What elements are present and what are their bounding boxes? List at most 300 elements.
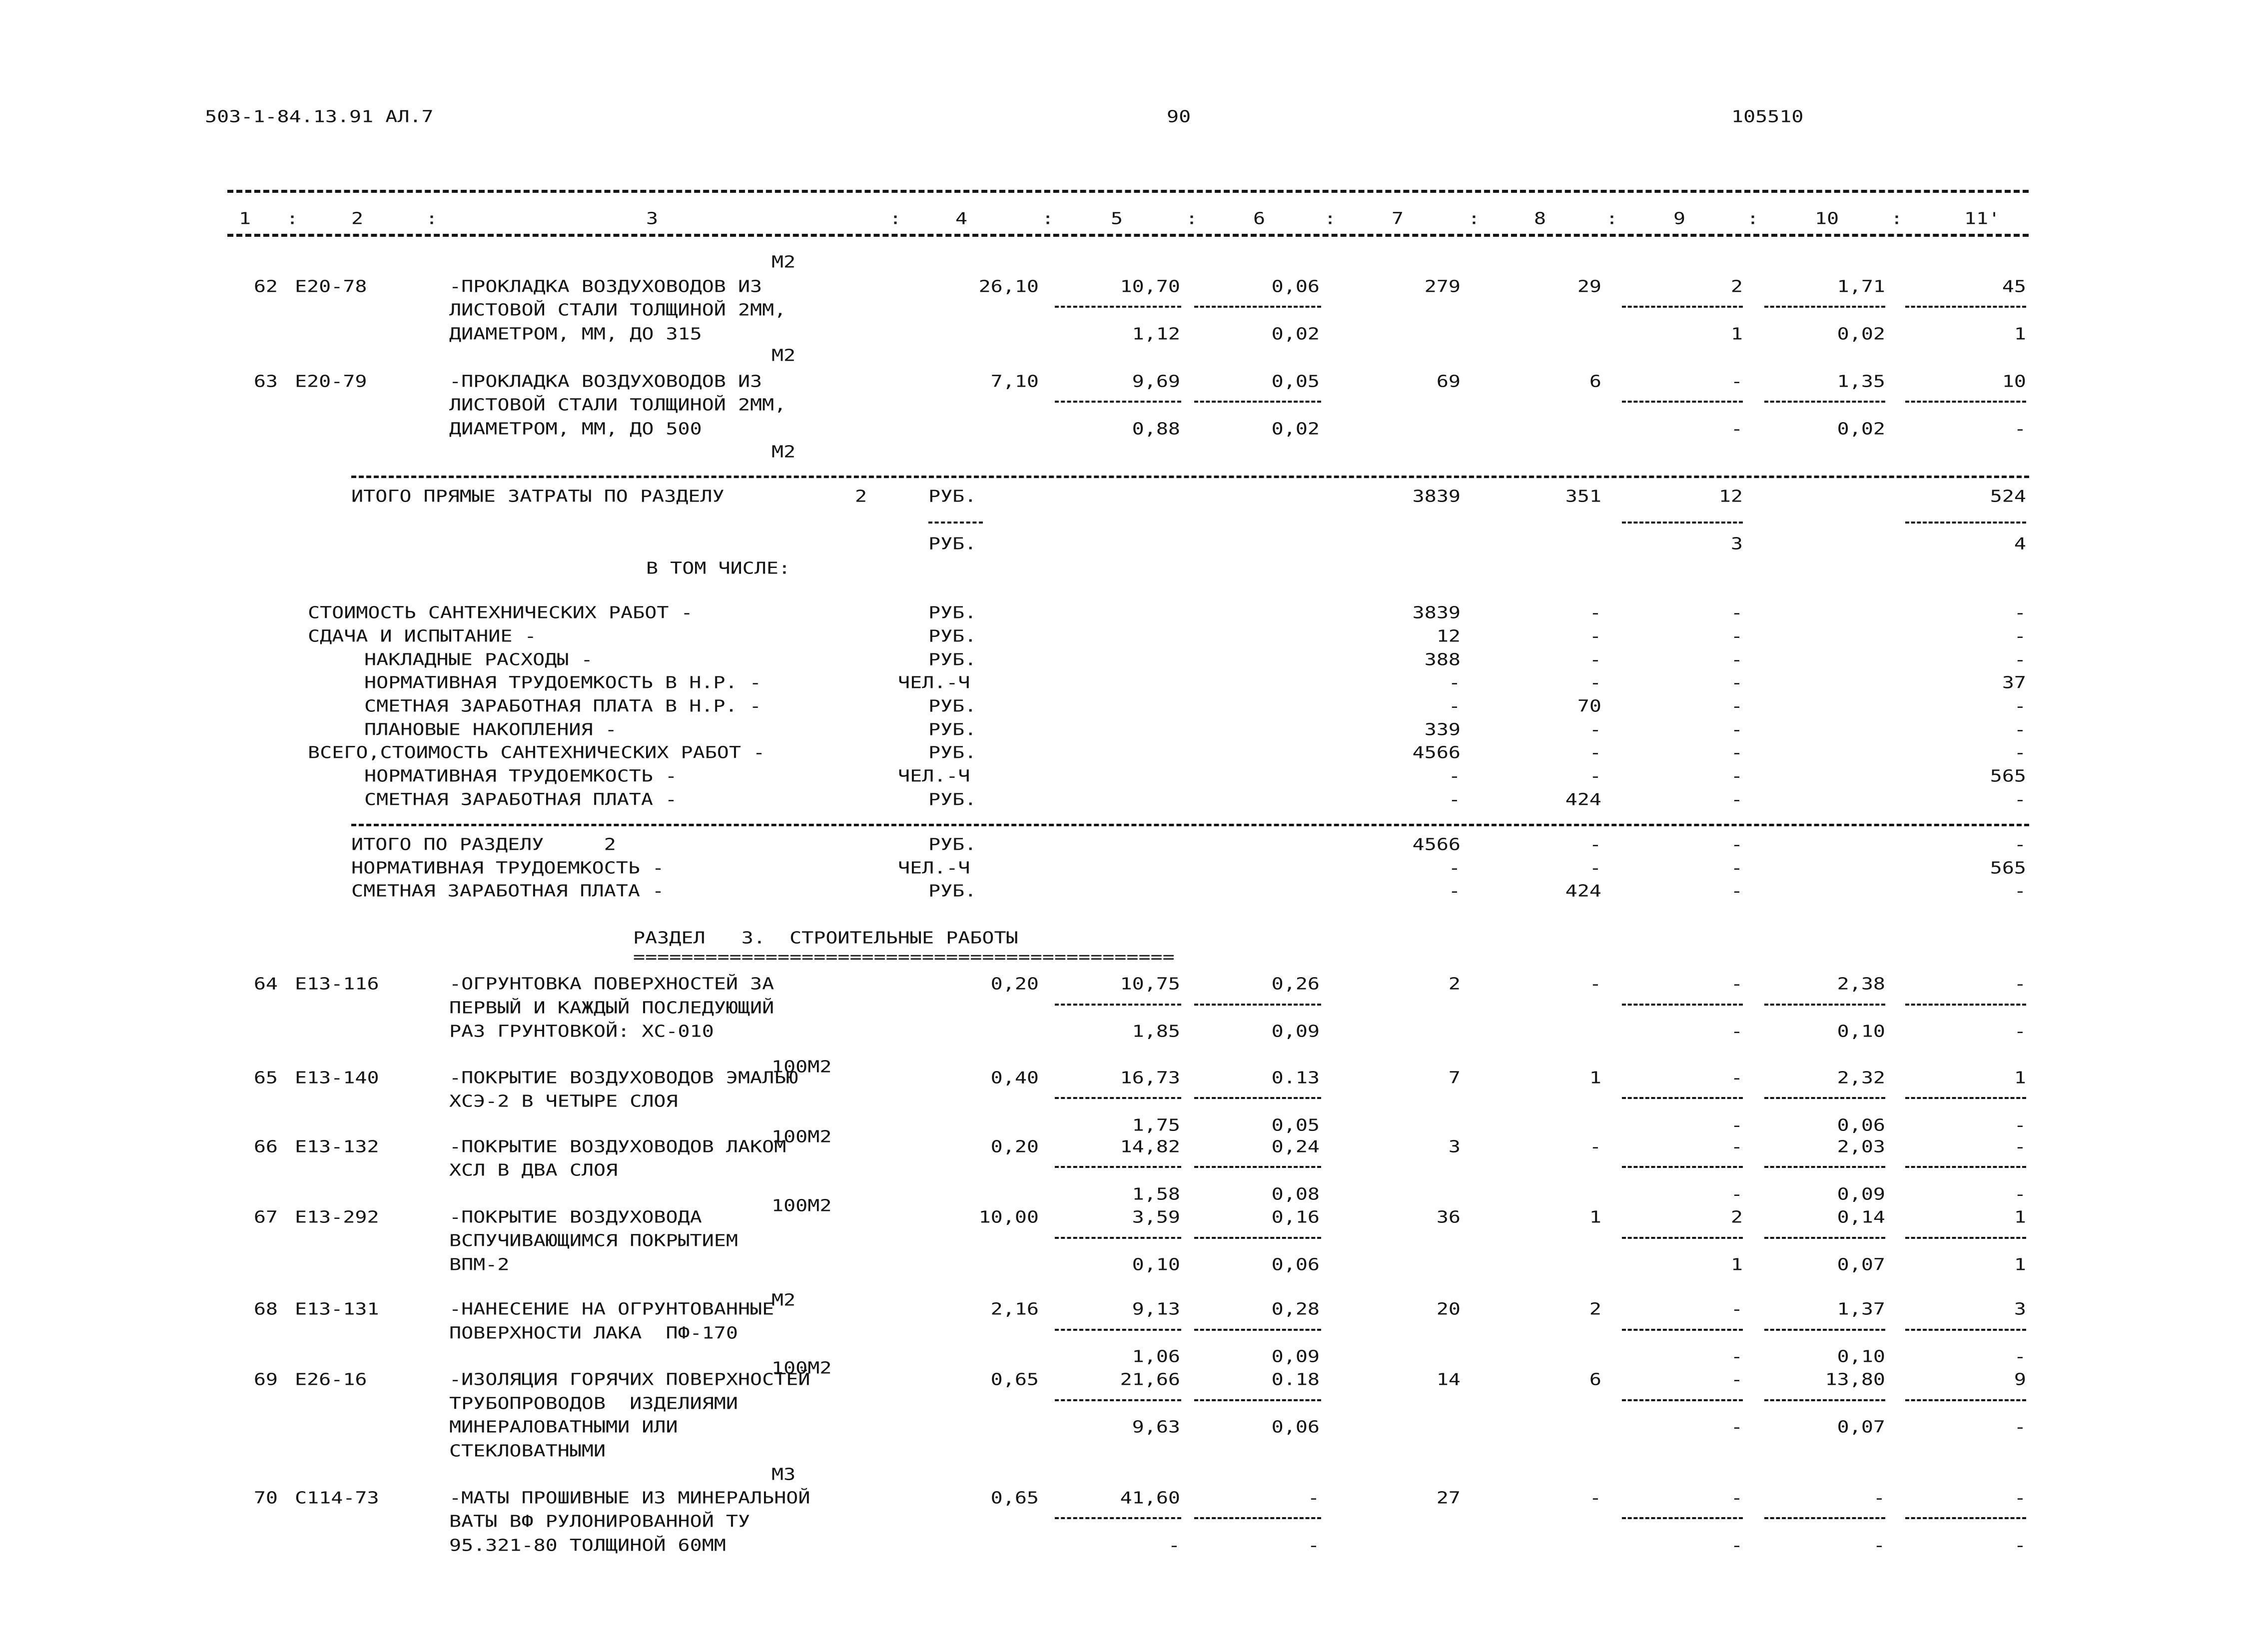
row-value-c5: 16,73 xyxy=(1120,1069,1180,1088)
row-sub-value-c10: 0,09 xyxy=(1837,1185,1885,1204)
row-value-c11: - xyxy=(2014,1489,2026,1508)
breakdown-c7: 12 xyxy=(1436,627,1461,646)
row-divider-c5 xyxy=(1055,1237,1181,1239)
section-total-c9: 12 xyxy=(1718,487,1743,506)
row-sub-value-c9: - xyxy=(1730,1185,1743,1204)
breakdown-c9: - xyxy=(1730,697,1743,716)
breakdown-unit: РУБ. xyxy=(928,743,977,762)
row-divider-c9 xyxy=(1622,401,1743,403)
section-final-unit: РУБ. xyxy=(928,835,977,854)
document-number: 105510 xyxy=(1731,107,1804,126)
row-description: ПОВЕРХНОСТИ ЛАКА ПФ-170 xyxy=(449,1324,738,1343)
row-number: 70 xyxy=(253,1489,278,1508)
row-divider-c9 xyxy=(1622,1237,1743,1239)
row-sub-value-c9: - xyxy=(1730,420,1743,439)
row-sub-value-c9: - xyxy=(1730,1418,1743,1437)
row-sub-value-c10: 0,10 xyxy=(1837,1347,1885,1366)
row-value-c9: 2 xyxy=(1730,277,1743,296)
row-value-c4: 0,65 xyxy=(990,1370,1039,1389)
row-number: 64 xyxy=(253,975,278,994)
row-value-c5: 14,82 xyxy=(1120,1137,1180,1156)
breakdown-label: НОРМАТИВНАЯ ТРУДОЕМКОСТЬ В Н.Р. - xyxy=(364,673,761,692)
breakdown-c7: 339 xyxy=(1424,720,1461,739)
row-sub-value-c6: - xyxy=(1307,1536,1320,1555)
column-header-cell: 10 xyxy=(1815,209,1839,228)
row-divider-c11 xyxy=(1905,1517,2026,1519)
column-header-cell: : xyxy=(889,209,902,228)
row-divider-c6 xyxy=(1194,1004,1321,1006)
row-divider-c5 xyxy=(1055,1166,1181,1168)
row-sub-value-c6: 0,08 xyxy=(1271,1185,1320,1204)
breakdown-label: ПЛАНОВЫЕ НАКОПЛЕНИЯ - xyxy=(364,720,617,739)
column-header-cell: : xyxy=(1747,209,1759,228)
row-value-c9: - xyxy=(1730,1370,1743,1389)
breakdown-label: СДАЧА И ИСПЫТАНИЕ - xyxy=(308,627,537,646)
row-sub-value-c11: 1 xyxy=(2014,1255,2026,1274)
row-value-c11: 9 xyxy=(2014,1370,2026,1389)
row-value-c6: 0.13 xyxy=(1271,1069,1320,1088)
row-value-c4: 7,10 xyxy=(990,372,1039,391)
row-description: -ОГРУНТОВКА ПОВЕРХНОСТЕЙ ЗА xyxy=(449,975,774,994)
section-total-c9b: 3 xyxy=(1730,535,1743,553)
row-divider-c10 xyxy=(1764,1166,1885,1168)
row-value-c5: 41,60 xyxy=(1120,1489,1180,1508)
row-description: -ПРОКЛАДКА ВОЗДУХОВОДОВ ИЗ xyxy=(449,277,762,296)
row-value-c10: 2,03 xyxy=(1837,1137,1885,1156)
row-divider-c11 xyxy=(1905,1004,2026,1006)
row-value-c7: 3 xyxy=(1448,1137,1461,1156)
section-final-c9: - xyxy=(1730,882,1743,901)
row-divider-c10 xyxy=(1764,1399,1885,1401)
section-final-c8: - xyxy=(1589,835,1601,854)
row-divider-c5 xyxy=(1055,1097,1181,1099)
column-header-cell: : xyxy=(1186,209,1198,228)
breakdown-c7: - xyxy=(1448,767,1461,786)
breakdown-c7: - xyxy=(1448,790,1461,809)
row-value-c8: 6 xyxy=(1589,372,1601,391)
row-divider-c5 xyxy=(1055,401,1181,403)
section-total-label: ИТОГО ПРЯМЫЕ ЗАТРАТЫ ПО РАЗДЕЛУ xyxy=(351,487,725,506)
row-code: Е13-131 xyxy=(295,1300,379,1319)
row-description: -МАТЫ ПРОШИВНЫЕ ИЗ МИНЕРАЛЬНОЙ xyxy=(449,1489,810,1508)
row-value-c6: 0,06 xyxy=(1271,277,1320,296)
row-value-c10: 1,71 xyxy=(1837,277,1885,296)
breakdown-c11: - xyxy=(2014,743,2026,762)
breakdown-c8: - xyxy=(1589,743,1601,762)
row-sub-value-c5: 1,85 xyxy=(1132,1022,1180,1041)
row-sub-value-c10: 0,06 xyxy=(1837,1116,1885,1135)
row-divider-c11 xyxy=(1905,1399,2026,1401)
column-header-cell: 1 xyxy=(239,209,251,228)
breakdown-c11: - xyxy=(2014,603,2026,622)
row-divider-c11 xyxy=(1905,401,2026,403)
row-value-c7: 20 xyxy=(1436,1300,1461,1319)
row-divider-c11 xyxy=(1905,1097,2026,1099)
section-final-label: НОРМАТИВНАЯ ТРУДОЕМКОСТЬ - xyxy=(351,859,665,878)
row-divider-c10 xyxy=(1764,1329,1885,1331)
row-description: ВСПУЧИВАЮЩИМСЯ ПОКРЫТИЕМ xyxy=(449,1231,738,1250)
row-divider-c10 xyxy=(1764,1097,1885,1099)
row-description: 95.321-80 ТОЛЩИНОЙ 60ММ xyxy=(449,1536,726,1555)
row-number: 66 xyxy=(253,1137,278,1156)
row-number: 68 xyxy=(253,1300,278,1319)
row-divider-c6 xyxy=(1194,1399,1321,1401)
breakdown-label: СМЕТНАЯ ЗАРАБОТНАЯ ПЛАТА - xyxy=(364,790,678,809)
section-final-c7: - xyxy=(1448,859,1461,878)
row-value-c8: 1 xyxy=(1589,1069,1601,1088)
row-sub-value-c5: 1,58 xyxy=(1132,1185,1180,1204)
row-value-c11: 10 xyxy=(2002,372,2026,391)
row-value-c5: 3,59 xyxy=(1132,1208,1180,1227)
row-description: ТРУБОПРОВОДОВ ИЗДЕЛИЯМИ xyxy=(449,1394,738,1413)
row-value-c11: - xyxy=(2014,975,2026,994)
row-divider-c5 xyxy=(1055,1517,1181,1519)
row-value-c5: 9,13 xyxy=(1132,1300,1180,1319)
section-final-c8: - xyxy=(1589,859,1601,878)
row-sub-value-c9: 1 xyxy=(1730,1255,1743,1274)
row-divider-c11 xyxy=(1905,1166,2026,1168)
row-value-c8: 6 xyxy=(1589,1370,1601,1389)
breakdown-c11: 565 xyxy=(1990,767,2026,786)
row-value-c8: - xyxy=(1589,1489,1601,1508)
row-value-c10: - xyxy=(1873,1489,1885,1508)
breakdown-c7: - xyxy=(1448,697,1461,716)
unit-label: М2 xyxy=(771,443,796,462)
section-final-label: ИТОГО ПО РАЗДЕЛУ 2 xyxy=(351,835,616,854)
row-sub-value-c10: - xyxy=(1873,1536,1885,1555)
breakdown-unit: РУБ. xyxy=(928,790,977,809)
breakdown-c8: - xyxy=(1589,627,1601,646)
row-value-c6: - xyxy=(1307,1489,1320,1508)
row-divider-c10 xyxy=(1764,1237,1885,1239)
section-total-rule xyxy=(351,476,2029,478)
row-sub-value-c11: - xyxy=(2014,420,2026,439)
breakdown-c9: - xyxy=(1730,767,1743,786)
row-description: -ИЗОЛЯЦИЯ ГОРЯЧИХ ПОВЕРХНОСТЕЙ xyxy=(449,1370,810,1389)
column-header-cell: : xyxy=(286,209,299,228)
column-header-cell: 2 xyxy=(351,209,364,228)
row-divider-c10 xyxy=(1764,401,1885,403)
row-divider-c11 xyxy=(1905,1329,2026,1331)
row-divider-c6 xyxy=(1194,1166,1321,1168)
section-final-c9: - xyxy=(1730,859,1743,878)
unit-label: 100М2 xyxy=(771,1127,832,1146)
unit-label: М2 xyxy=(771,346,796,365)
column-header-cell: 8 xyxy=(1534,209,1546,228)
breakdown-c8: - xyxy=(1589,767,1601,786)
breakdown-c11: - xyxy=(2014,697,2026,716)
row-sub-value-c11: - xyxy=(2014,1347,2026,1366)
row-sub-value-c10: 0,10 xyxy=(1837,1022,1885,1041)
section-total-c11: 524 xyxy=(1990,487,2026,506)
row-sub-value-c6: 0,06 xyxy=(1271,1418,1320,1437)
row-divider-c9 xyxy=(1622,1329,1743,1331)
row-divider-c9 xyxy=(1622,1517,1743,1519)
row-number: 63 xyxy=(253,372,278,391)
header-top-rule xyxy=(227,190,2029,193)
row-sub-value-c6: 0,09 xyxy=(1271,1347,1320,1366)
breakdown-unit: РУБ. xyxy=(928,650,977,669)
row-sub-value-c11: - xyxy=(2014,1536,2026,1555)
row-sub-value-c6: 0,05 xyxy=(1271,1116,1320,1135)
row-value-c7: 36 xyxy=(1436,1208,1461,1227)
row-value-c10: 1,35 xyxy=(1837,372,1885,391)
section-final-c7: 4566 xyxy=(1412,835,1461,854)
row-sub-value-c6: 0,09 xyxy=(1271,1022,1320,1041)
row-number: 65 xyxy=(253,1069,278,1088)
column-header-cell: 3 xyxy=(646,209,659,228)
section-final-c11: - xyxy=(2014,882,2026,901)
row-description: -ПРОКЛАДКА ВОЗДУХОВОДОВ ИЗ xyxy=(449,372,762,391)
breakdown-c8: - xyxy=(1589,650,1601,669)
section-final-c8: 424 xyxy=(1565,882,1601,901)
row-sub-value-c6: 0,06 xyxy=(1271,1255,1320,1274)
column-header-cell: 6 xyxy=(1253,209,1266,228)
including-label: В ТОМ ЧИСЛЕ: xyxy=(646,559,790,578)
row-sub-value-c11: - xyxy=(2014,1022,2026,1041)
column-header-cell: : xyxy=(1606,209,1618,228)
breakdown-unit: РУБ. xyxy=(928,697,977,716)
row-code: С114-73 xyxy=(295,1489,379,1508)
section-total-c7: 3839 xyxy=(1412,487,1461,506)
row-sub-value-c10: 0,02 xyxy=(1837,420,1885,439)
row-value-c10: 2,32 xyxy=(1837,1069,1885,1088)
row-divider-c5 xyxy=(1055,1004,1181,1006)
row-code: Е13-140 xyxy=(295,1069,379,1088)
row-value-c9: - xyxy=(1730,1489,1743,1508)
row-number: 62 xyxy=(253,277,278,296)
row-code: Е20-78 xyxy=(295,277,367,296)
row-sub-value-c10: 0,07 xyxy=(1837,1255,1885,1274)
row-value-c10: 13,80 xyxy=(1825,1370,1885,1389)
row-value-c11: 1 xyxy=(2014,1208,2026,1227)
column-header-cell: : xyxy=(426,209,438,228)
row-sub-value-c5: - xyxy=(1168,1536,1180,1555)
row-value-c5: 10,70 xyxy=(1120,277,1180,296)
section-total-unit: РУБ. xyxy=(928,487,977,506)
breakdown-label: НОРМАТИВНАЯ ТРУДОЕМКОСТЬ - xyxy=(364,767,678,786)
section-final-rule xyxy=(351,824,2029,826)
row-sub-value-c5: 1,06 xyxy=(1132,1347,1180,1366)
row-value-c4: 10,00 xyxy=(978,1208,1039,1227)
row-sub-value-c5: 0,88 xyxy=(1132,420,1180,439)
document-code: 503-1-84.13.91 АЛ.7 xyxy=(205,107,434,126)
page-number: 90 xyxy=(1167,107,1191,126)
row-value-c7: 7 xyxy=(1448,1069,1461,1088)
row-sub-value-c11: - xyxy=(2014,1418,2026,1437)
row-description: СТЕКЛОВАТНЫМИ xyxy=(449,1442,606,1461)
column-header-cell: 7 xyxy=(1392,209,1404,228)
row-sub-value-c5: 9,63 xyxy=(1132,1418,1180,1437)
row-value-c7: 14 xyxy=(1436,1370,1461,1389)
breakdown-c9: - xyxy=(1730,743,1743,762)
row-description: ДИАМЕТРОМ, ММ, ДО 315 xyxy=(449,325,702,344)
breakdown-c11: - xyxy=(2014,627,2026,646)
row-value-c10: 0,14 xyxy=(1837,1208,1885,1227)
row-value-c9: - xyxy=(1730,1300,1743,1319)
row-description: ДИАМЕТРОМ, ММ, ДО 500 xyxy=(449,420,702,439)
unit-label: М3 xyxy=(771,1465,796,1484)
breakdown-c8: 424 xyxy=(1565,790,1601,809)
breakdown-label: СТОИМОСТЬ САНТЕХНИЧЕСКИХ РАБОТ - xyxy=(308,603,693,622)
row-divider-c6 xyxy=(1194,1329,1321,1331)
breakdown-c11: - xyxy=(2014,790,2026,809)
breakdown-c8: - xyxy=(1589,673,1601,692)
row-value-c4: 0,65 xyxy=(990,1489,1039,1508)
row-divider-c9 xyxy=(1622,1004,1743,1006)
row-divider-c10 xyxy=(1764,1517,1885,1519)
breakdown-unit: РУБ. xyxy=(928,720,977,739)
row-divider-c9 xyxy=(1622,1097,1743,1099)
breakdown-c9: - xyxy=(1730,627,1743,646)
row-value-c4: 26,10 xyxy=(978,277,1039,296)
breakdown-label: ВСЕГО,СТОИМОСТЬ САНТЕХНИЧЕСКИХ РАБОТ - xyxy=(308,743,765,762)
breakdown-c9: - xyxy=(1730,673,1743,692)
row-value-c7: 2 xyxy=(1448,975,1461,994)
row-value-c8: 2 xyxy=(1589,1300,1601,1319)
row-description: ПЕРВЫЙ И КАЖДЫЙ ПОСЛЕДУЮЩИЙ xyxy=(449,999,774,1018)
row-value-c4: 0,40 xyxy=(990,1069,1039,1088)
row-value-c6: 0,26 xyxy=(1271,975,1320,994)
row-value-c11: 3 xyxy=(2014,1300,2026,1319)
total-divider-c11 xyxy=(1905,522,2026,524)
row-value-c6: 0,28 xyxy=(1271,1300,1320,1319)
row-description: МИНЕРАЛОВАТНЫМИ ИЛИ xyxy=(449,1418,678,1437)
row-divider-c10 xyxy=(1764,1004,1885,1006)
breakdown-c11: - xyxy=(2014,650,2026,669)
row-value-c7: 279 xyxy=(1424,277,1461,296)
row-value-c9: - xyxy=(1730,975,1743,994)
column-header-cell: : xyxy=(1891,209,1903,228)
row-description: ВАТЫ ВФ РУЛОНИРОВАННОЙ ТУ xyxy=(449,1512,750,1531)
breakdown-unit: РУБ. xyxy=(928,603,977,622)
breakdown-c7: 4566 xyxy=(1412,743,1461,762)
breakdown-unit: ЧЕЛ.-Ч xyxy=(898,673,970,692)
row-description: -ПОКРЫТИЕ ВОЗДУХОВОДОВ ЛАКОМ xyxy=(449,1137,786,1156)
row-sub-value-c10: 0,07 xyxy=(1837,1418,1885,1437)
row-value-c8: - xyxy=(1589,1137,1601,1156)
column-header-cell: 11' xyxy=(1964,209,2001,228)
breakdown-c9: - xyxy=(1730,790,1743,809)
row-sub-value-c6: 0,02 xyxy=(1271,420,1320,439)
section-title-underline: ============================================= xyxy=(633,948,1175,967)
column-header-cell: : xyxy=(1042,209,1054,228)
section-title: РАЗДЕЛ 3. СТРОИТЕЛЬНЫЕ РАБОТЫ xyxy=(633,929,1018,948)
row-value-c6: 0,05 xyxy=(1271,372,1320,391)
row-value-c8: - xyxy=(1589,975,1601,994)
row-value-c7: 27 xyxy=(1436,1489,1461,1508)
row-description: РАЗ ГРУНТОВКОЙ: ХС-010 xyxy=(449,1022,714,1041)
column-header-cell: : xyxy=(1324,209,1337,228)
breakdown-c7: 388 xyxy=(1424,650,1461,669)
row-sub-value-c9: 1 xyxy=(1730,325,1743,344)
row-description: ЛИСТОВОЙ СТАЛИ ТОЛЩИНОЙ 2ММ, xyxy=(449,396,786,415)
row-divider-c9 xyxy=(1622,1399,1743,1401)
row-divider-c6 xyxy=(1194,401,1321,403)
section-total-unit2: РУБ. xyxy=(928,535,977,553)
unit-label: 100М2 xyxy=(771,1359,832,1378)
row-divider-c6 xyxy=(1194,1237,1321,1239)
row-value-c11: 1 xyxy=(2014,1069,2026,1088)
row-value-c4: 0,20 xyxy=(990,1137,1039,1156)
row-number: 67 xyxy=(253,1208,278,1227)
row-divider-c5 xyxy=(1055,1329,1181,1331)
section-total-c11b: 4 xyxy=(2014,535,2026,553)
row-code: Е26-16 xyxy=(295,1370,367,1389)
row-sub-value-c6: 0,02 xyxy=(1271,325,1320,344)
row-code: Е13-132 xyxy=(295,1137,379,1156)
column-header-cell: 4 xyxy=(955,209,968,228)
row-divider-c11 xyxy=(1905,1237,2026,1239)
row-value-c6: 0,24 xyxy=(1271,1137,1320,1156)
row-description: -НАНЕСЕНИЕ НА ОГРУНТОВАННЫЕ xyxy=(449,1300,774,1319)
section-final-label: СМЕТНАЯ ЗАРАБОТНАЯ ПЛАТА - xyxy=(351,882,665,901)
row-divider-c10 xyxy=(1764,306,1885,308)
breakdown-label: НАКЛАДНЫЕ РАСХОДЫ - xyxy=(364,650,593,669)
section-final-unit: ЧЕЛ.-Ч xyxy=(898,859,970,878)
breakdown-c8: 70 xyxy=(1577,697,1601,716)
row-value-c4: 2,16 xyxy=(990,1300,1039,1319)
row-value-c8: 1 xyxy=(1589,1208,1601,1227)
breakdown-c8: - xyxy=(1589,720,1601,739)
column-header-cell: : xyxy=(1468,209,1481,228)
row-sub-value-c10: 0,02 xyxy=(1837,325,1885,344)
row-description: -ПОКРЫТИЕ ВОЗДУХОВОДА xyxy=(449,1208,702,1227)
row-value-c5: 9,69 xyxy=(1132,372,1180,391)
row-sub-value-c9: - xyxy=(1730,1347,1743,1366)
row-value-c6: 0.18 xyxy=(1271,1370,1320,1389)
breakdown-c11: - xyxy=(2014,720,2026,739)
section-final-c9: - xyxy=(1730,835,1743,854)
row-sub-value-c9: - xyxy=(1730,1116,1743,1135)
row-divider-c9 xyxy=(1622,306,1743,308)
section-total-number: 2 xyxy=(855,487,867,506)
row-value-c9: - xyxy=(1730,1137,1743,1156)
row-code: Е20-79 xyxy=(295,372,367,391)
row-sub-value-c5: 0,10 xyxy=(1132,1255,1180,1274)
section-final-c11: - xyxy=(2014,835,2026,854)
row-value-c8: 29 xyxy=(1577,277,1601,296)
row-value-c11: 45 xyxy=(2002,277,2026,296)
row-description: ВПМ-2 xyxy=(449,1255,510,1274)
unit-divider xyxy=(928,522,983,524)
breakdown-c8: - xyxy=(1589,603,1601,622)
row-sub-value-c11: 1 xyxy=(2014,325,2026,344)
row-value-c6: 0,16 xyxy=(1271,1208,1320,1227)
row-description: -ПОКРЫТИЕ ВОЗДУХОВОДОВ ЭМАЛЬЮ xyxy=(449,1069,798,1088)
row-value-c9: - xyxy=(1730,1069,1743,1088)
breakdown-c9: - xyxy=(1730,720,1743,739)
unit-label: М2 xyxy=(771,1291,796,1310)
row-divider-c5 xyxy=(1055,1399,1181,1401)
breakdown-c7: 3839 xyxy=(1412,603,1461,622)
row-divider-c5 xyxy=(1055,306,1181,308)
row-divider-c11 xyxy=(1905,306,2026,308)
breakdown-c7: - xyxy=(1448,673,1461,692)
row-description: ЛИСТОВОЙ СТАЛИ ТОЛЩИНОЙ 2ММ, xyxy=(449,301,786,320)
row-value-c10: 2,38 xyxy=(1837,975,1885,994)
breakdown-c9: - xyxy=(1730,650,1743,669)
row-sub-value-c9: - xyxy=(1730,1022,1743,1041)
section-final-c11: 565 xyxy=(1990,859,2026,878)
row-divider-c6 xyxy=(1194,1517,1321,1519)
row-sub-value-c11: - xyxy=(2014,1116,2026,1135)
section-final-c7: - xyxy=(1448,882,1461,901)
row-value-c5: 10,75 xyxy=(1120,975,1180,994)
row-number: 69 xyxy=(253,1370,278,1389)
row-code: Е13-116 xyxy=(295,975,379,994)
unit-label: 100М2 xyxy=(771,1058,832,1077)
